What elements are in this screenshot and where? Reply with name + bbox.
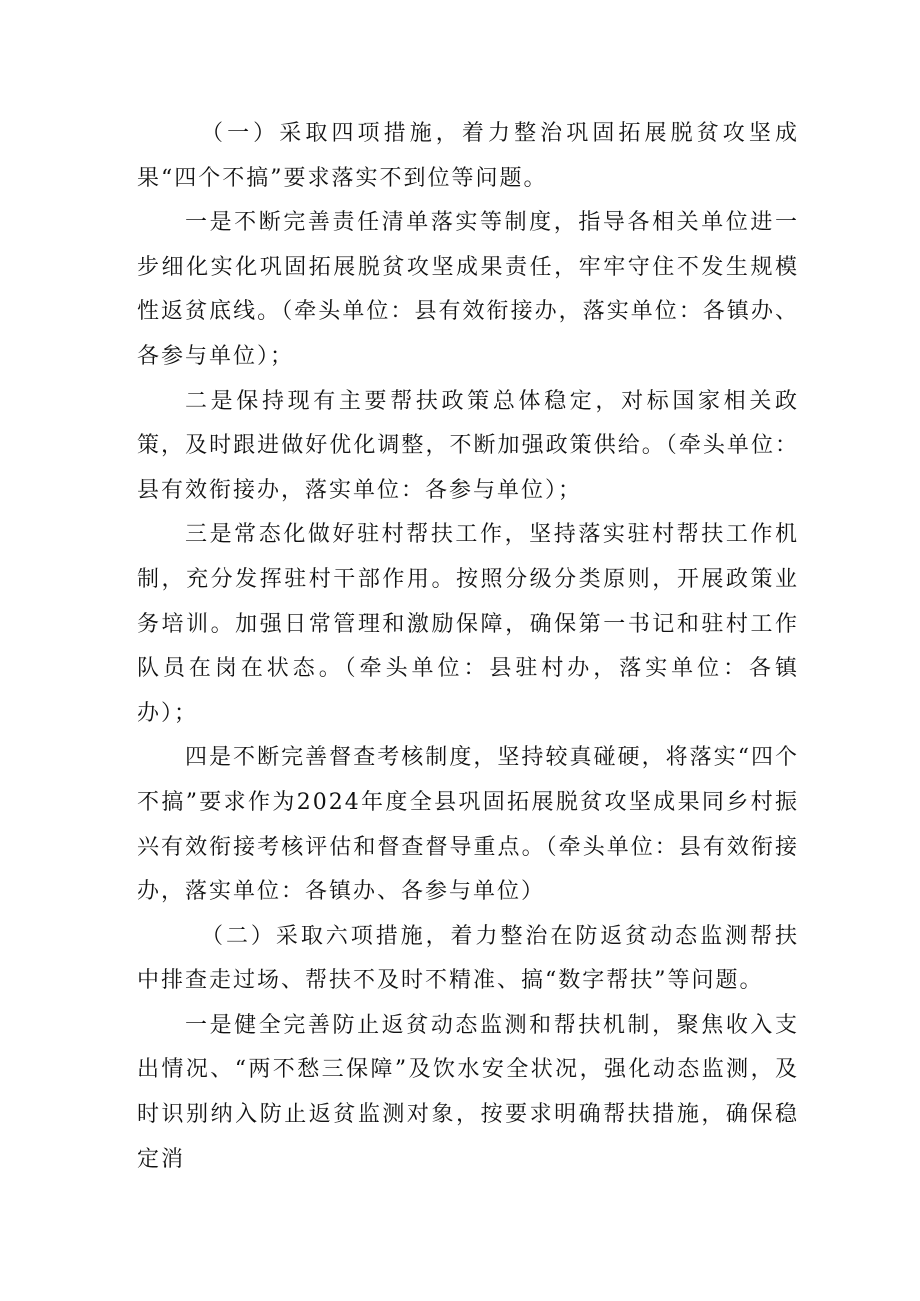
measure-paragraph-1: 一是不断完善责任清单落实等制度，指导各相关单位进一步细化实化巩固拓展脱贫攻坚成果责任，牢牢守住不发生规模性返贫底线。（牵头单位：县有效衔接办，落实单位：各镇办、各参与单位）；	[137, 210, 799, 369]
document-body	[137, 112, 799, 1182]
measure-paragraph-2: 二是保持现有主要帮扶政策总体稳定，对标国家相关政策，及时跟进做好优化调整，不断加强政策供给。（牵头单位：县有效衔接办，落实单位：各参与单位）；	[137, 388, 799, 503]
section-heading-2: （二）采取六项措施，着力整治在防返贫动态监测帮扶中排查走过场、帮扶不及时不精准、搞“数字帮扶”等问题。	[137, 923, 799, 994]
measure-paragraph-4: 四是不断完善督查考核制度，坚持较真碰硬，将落实“四个不搞”要求作为2024年度全县巩固拓展脱贫攻坚成果同乡村振兴有效衔接考核评估和督查督导重点。（牵头单位：县有效衔接办，落实单位：各镇办、各参与单位）	[137, 745, 799, 905]
measure-paragraph-3: 三是常态化做好驻村帮扶工作，坚持落实驻村帮扶工作机制，充分发挥驻村干部作用。按照分级分类原则，开展政策业务培训。加强日常管理和激励保障，确保第一书记和驻村工作队员在岗在状态。（牵头单位：县驻村办，落实单位：各镇办）；	[137, 522, 799, 726]
measure-paragraph-5: 一是健全完善防止返贫动态监测和帮扶机制，聚焦收入支出情况、“两不愁三保障”及饮水安全状况，强化动态监测，及时识别纳入防止返贫监测对象，按要求明确帮扶措施，确保稳定消	[137, 1012, 799, 1172]
section-heading-1: （一）采取四项措施，着力整治巩固拓展脱贫攻坚成果“四个不搞”要求落实不到位等问题。	[137, 121, 799, 191]
